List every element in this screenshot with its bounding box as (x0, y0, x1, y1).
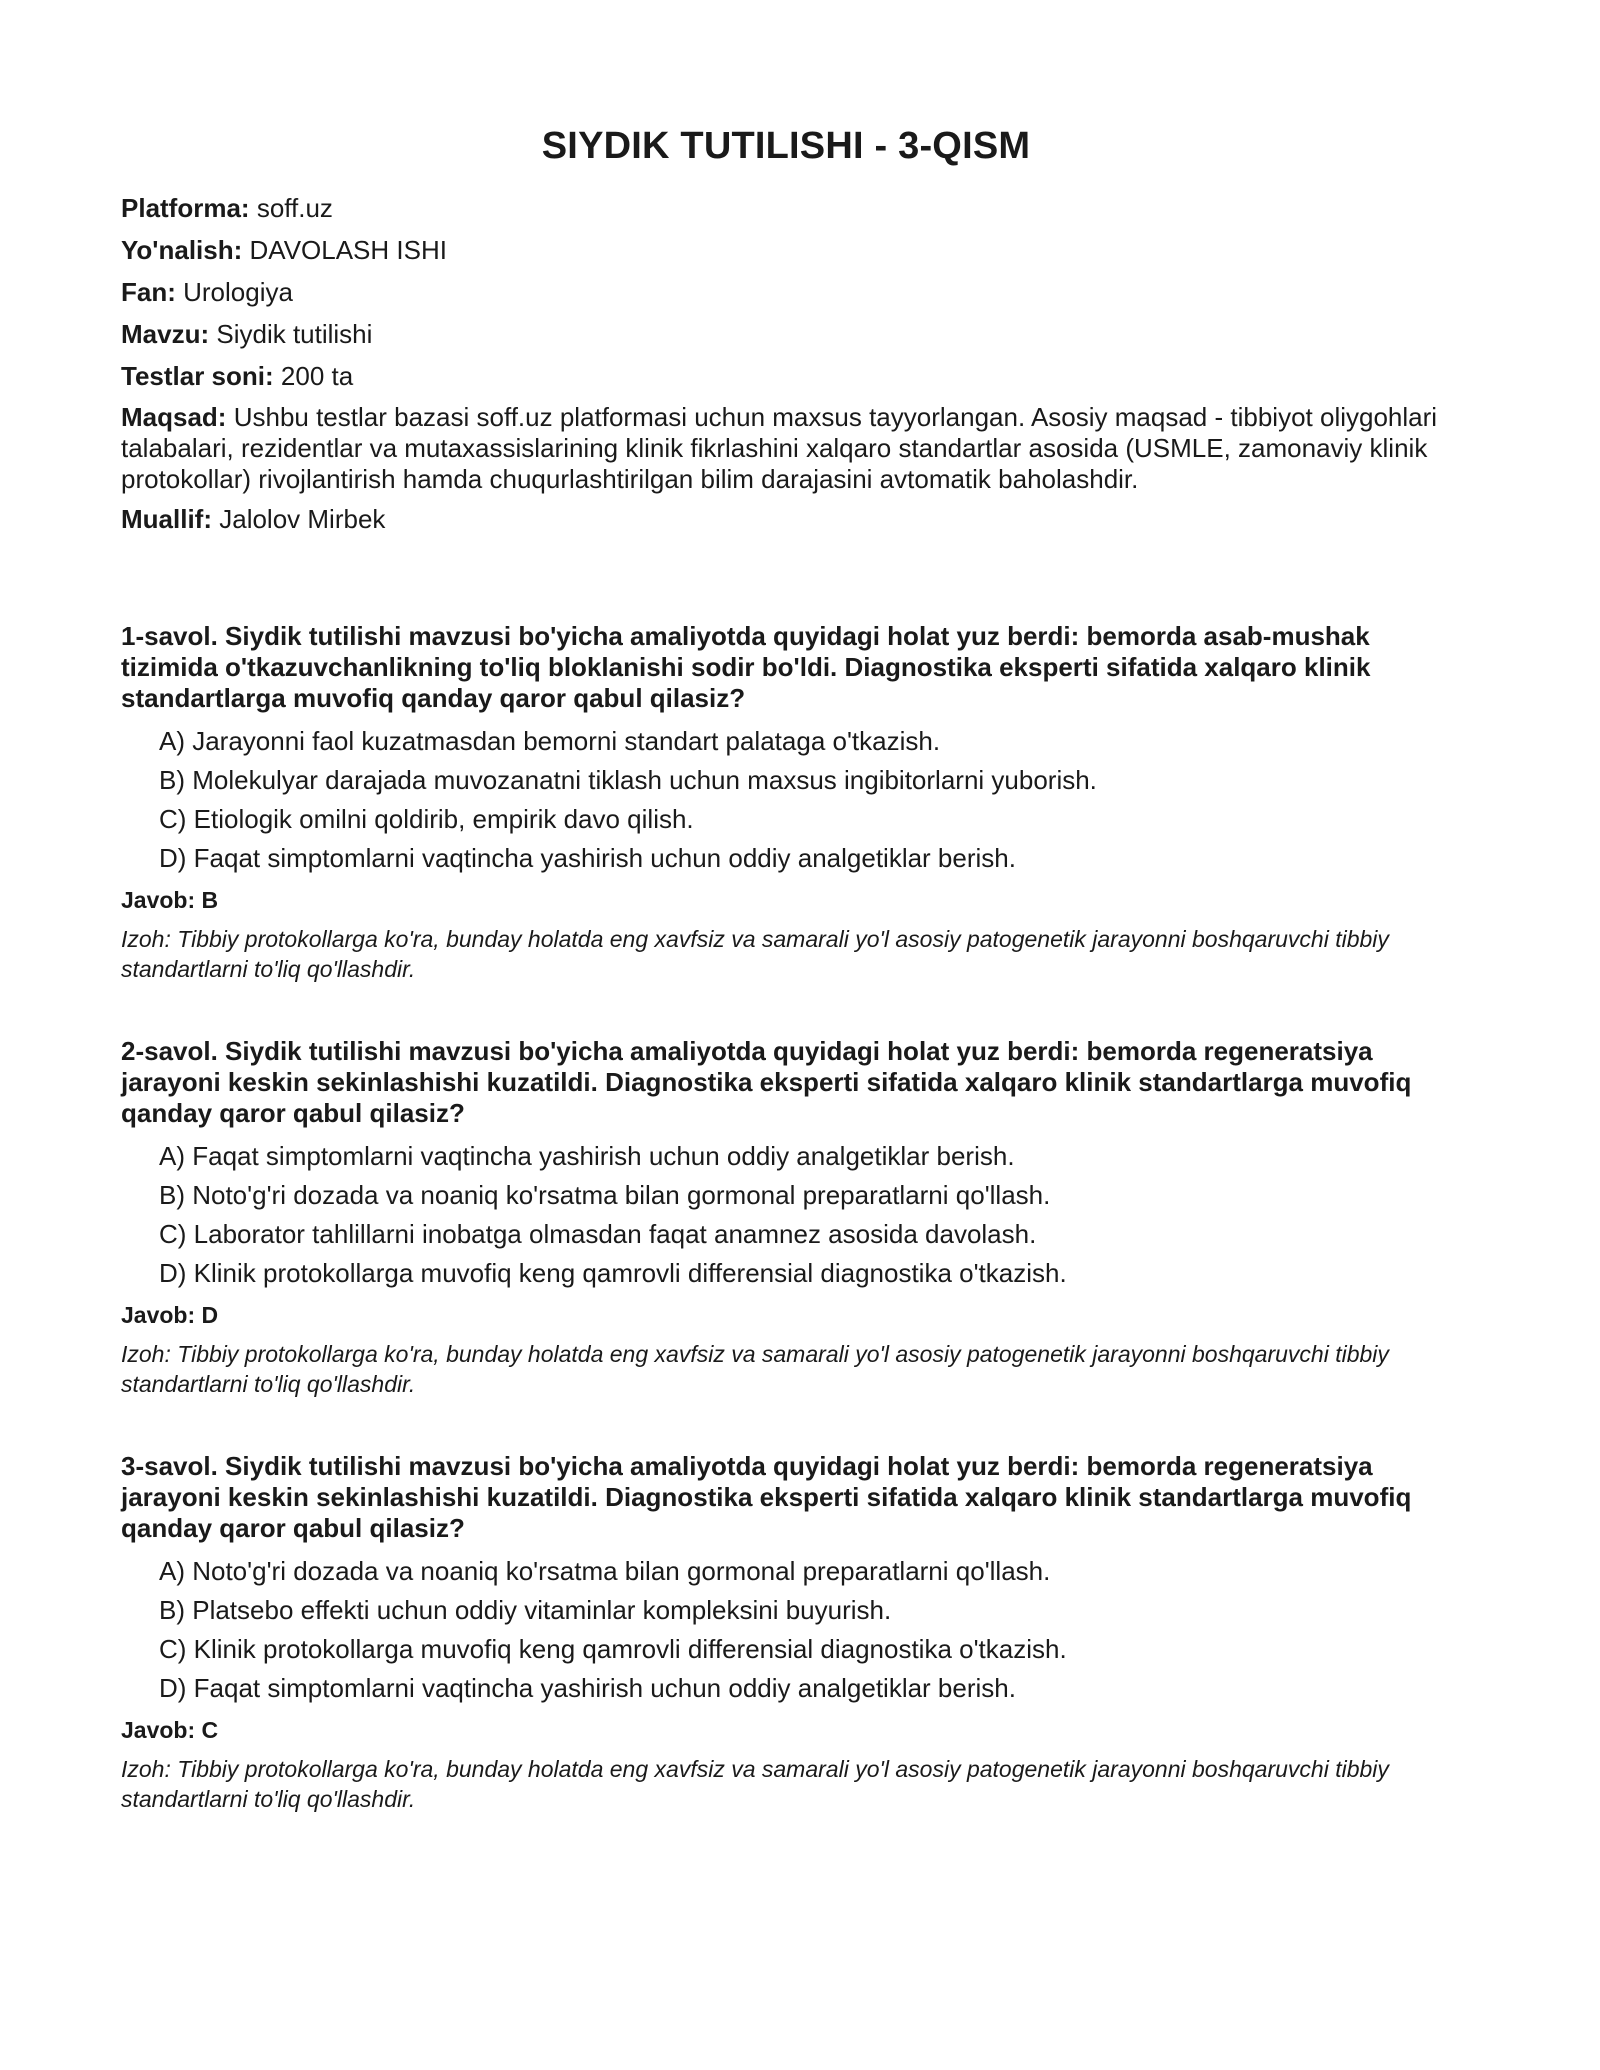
answer-options (121, 1556, 1451, 1704)
meta-platform-label: Platforma: (121, 193, 250, 223)
meta-count-value: 200 ta (280, 361, 354, 391)
option-d: D) Faqat simptomlarni vaqtincha yashirish uchun oddiy analgetiklar berish. (159, 843, 1016, 873)
question-list (121, 621, 1451, 1814)
meta-count (121, 360, 1451, 392)
answer-explanation: Izoh: Tibbiy protokollarga ko'ra, bunday holatda eng xavfsiz va samarali yo'l asosiy patogenetik jarayonni boshqaruvchi tibbiy standartlarni to'liq qo'llashdir. (121, 926, 1389, 982)
meta-count-label: Testlar soni: (121, 361, 274, 391)
document-title: SIYDIK TUTILISHI - 3-QISM (541, 125, 1031, 167)
meta-topic-value: Siydik tutilishi (216, 319, 373, 349)
option-c: C) Laborator tahlillarni inobatga olmasdan faqat anamnez asosida davolash. (159, 1219, 1037, 1249)
meta-topic-label: Mavzu: (121, 319, 210, 349)
meta-purpose (121, 402, 1451, 495)
meta-subject (121, 276, 1451, 308)
question-2 (121, 1036, 1451, 1399)
option-b: B) Molekulyar darajada muvozanatni tiklash uchun maxsus ingibitorlarni yuborish. (159, 765, 1097, 795)
meta-purpose-value: Ushbu testlar bazasi soff.uz platformasi uchun maxsus tayyorlangan. Asosiy maqsad - tibbiyot oliygohlari talabalari, rezidentlar va mutaxassislarining klinik fikrlashini xalqaro standartlar asosida (USMLE, zamonaviy klinik protokollar) rivojlantirish hamda chuqurlashtirilgan bilim darajasini avtomatik baholashdir. (121, 402, 1438, 494)
option-a: A) Jarayonni faol kuzatmasdan bemorni standart palataga o'tkazish. (159, 726, 941, 756)
meta-author-label: Muallif: (121, 504, 212, 534)
question-3 (121, 1451, 1451, 1814)
option-a: A) Noto'g'ri dozada va noaniq ko'rsatma bilan gormonal preparatlarni qo'llash. (159, 1556, 1051, 1586)
meta-direction-label: Yo'nalish: (121, 235, 243, 265)
meta-platform-value: soff.uz (256, 193, 333, 223)
option-d: D) Faqat simptomlarni vaqtincha yashirish uchun oddiy analgetiklar berish. (159, 1673, 1016, 1703)
meta-purpose-label: Maqsad: (121, 402, 227, 432)
correct-answer: Javob: D (121, 1302, 219, 1328)
question-1 (121, 621, 1451, 984)
answer-options (121, 1141, 1451, 1289)
question-text: 3-savol. Siydik tutilishi mavzusi bo'yicha amaliyotda quyidagi holat yuz berdi: bemorda regeneratsiya jarayoni keskin sekinlashishi kuzatildi. Diagnostika eksperti sifatida xalqaro klinik standartlarga muvofiq qanday qaror qabul qilasiz? (121, 1451, 1412, 1543)
meta-topic (121, 318, 1451, 350)
option-b: B) Platsebo effekti uchun oddiy vitaminlar kompleksini buyurish. (159, 1595, 892, 1625)
option-a: A) Faqat simptomlarni vaqtincha yashirish uchun oddiy analgetiklar berish. (159, 1141, 1015, 1171)
answer-options (121, 726, 1451, 874)
document-page (121, 0, 1451, 1866)
option-c: C) Klinik protokollarga muvofiq keng qamrovli differensial diagnostika o'tkazish. (159, 1634, 1067, 1664)
correct-answer: Javob: C (121, 1717, 219, 1743)
meta-direction-value: DAVOLASH ISHI (249, 235, 447, 265)
meta-author-value: Jalolov Mirbek (219, 504, 386, 534)
meta-subject-label: Fan: (121, 277, 176, 307)
correct-answer: Javob: B (121, 887, 219, 913)
question-text: 2-savol. Siydik tutilishi mavzusi bo'yicha amaliyotda quyidagi holat yuz berdi: bemorda regeneratsiya jarayoni keskin sekinlashishi kuzatildi. Diagnostika eksperti sifatida xalqaro klinik standartlarga muvofiq qanday qaror qabul qilasiz? (121, 1036, 1412, 1128)
answer-explanation: Izoh: Tibbiy protokollarga ko'ra, bunday holatda eng xavfsiz va samarali yo'l asosiy patogenetik jarayonni boshqaruvchi tibbiy standartlarni to'liq qo'llashdir. (121, 1341, 1389, 1397)
meta-author (121, 503, 1451, 535)
option-b: B) Noto'g'ri dozada va noaniq ko'rsatma bilan gormonal preparatlarni qo'llash. (159, 1180, 1051, 1210)
option-d: D) Klinik protokollarga muvofiq keng qamrovli differensial diagnostika o'tkazish. (159, 1258, 1067, 1288)
option-c: C) Etiologik omilni qoldirib, empirik davo qilish. (159, 804, 694, 834)
meta-subject-value: Urologiya (183, 277, 293, 307)
document-meta (121, 192, 1451, 535)
meta-platform (121, 192, 1451, 224)
meta-direction (121, 234, 1451, 266)
question-text: 1-savol. Siydik tutilishi mavzusi bo'yicha amaliyotda quyidagi holat yuz berdi: bemorda asab-mushak tizimida o'tkazuvchanlikning to'liq bloklanishi sodir bo'ldi. Diagnostika eksperti sifatida xalqaro klinik standartlarga muvofiq qanday qaror qabul qilasiz? (121, 621, 1371, 713)
answer-explanation: Izoh: Tibbiy protokollarga ko'ra, bunday holatda eng xavfsiz va samarali yo'l asosiy patogenetik jarayonni boshqaruvchi tibbiy standartlarni to'liq qo'llashdir. (121, 1756, 1389, 1812)
